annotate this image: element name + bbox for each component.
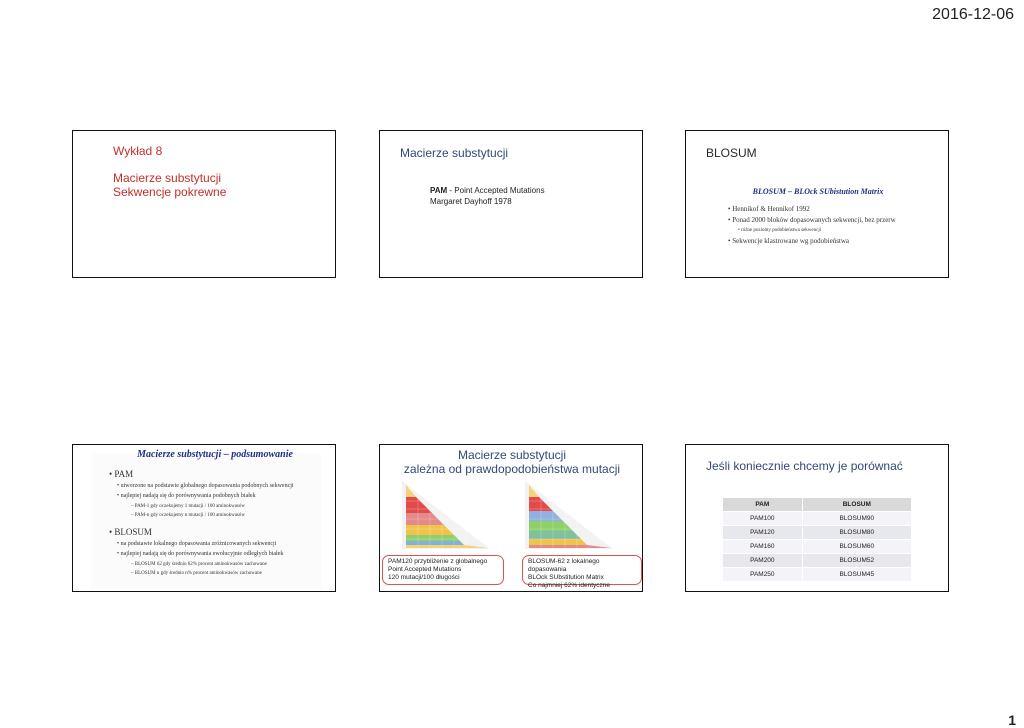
slide-3: [685, 130, 949, 278]
slide-2-title: Macierze substytucji: [400, 146, 509, 160]
slide-5: [379, 444, 643, 592]
table-cell: PAM250: [723, 568, 803, 582]
slide-4-pam-sub-2: – PAM-n gdy oczekujemy n mutacji / 100 aminokwasów: [131, 513, 245, 518]
slide-3-bullet-2: • Ponad 2000 bloków dopasowanych sekwencji, bez przerw: [728, 216, 896, 224]
table-cell: PAM160: [723, 540, 803, 554]
slide-6-title: Jeśli koniecznie chcemy je porównać: [706, 459, 903, 473]
slide-2: [379, 130, 643, 278]
slide-4-heading: Macierze substytucji – podsumowanie: [137, 449, 293, 460]
table-cell: BLOSUM60: [802, 540, 911, 554]
table-row: [723, 540, 912, 554]
table-cell: BLOSUM45: [802, 568, 911, 582]
slide-1: [72, 130, 336, 278]
pam120-matrix-image: [398, 479, 492, 551]
slide-1-line-1: Macierze substytucji: [113, 171, 222, 185]
slide-1-line-2: Sekwencje pokrewne: [113, 185, 227, 199]
slide-3-heading: BLOSUM – BLOck SUbistution Matrix: [752, 187, 884, 196]
pam-rest: - Point Accepted Mutations: [447, 186, 545, 195]
table-row: [723, 568, 912, 582]
table-cell: BLOSUM52: [802, 554, 911, 568]
slide-4-blosum-item-1: • na podstawie lokalnego dopasowania zróżnicowanych sekwencji: [117, 541, 277, 547]
blosum62-matrix-image: [521, 479, 615, 551]
table-header-blosum: BLOSUM: [802, 498, 911, 512]
table-header-row: [723, 498, 912, 512]
slide-5-title-1: Macierze substytucji: [457, 448, 567, 462]
slide-6: [685, 444, 949, 592]
slide-2-pam-line: [430, 186, 545, 196]
blosum62-caption: BLOSUM-62 z lokalnego dopasowania BLOck SUbstitution Matrix Co najmniej 62% identyczne: [522, 555, 642, 585]
pam-blosum-table: [722, 497, 912, 582]
table-row: [723, 512, 912, 526]
pam-bold: PAM: [430, 186, 448, 195]
table-cell: PAM200: [723, 554, 803, 568]
slide-1-title: Wykład 8: [113, 144, 163, 158]
slide-5-title-2: zależna od prawdopodobieństwa mutacji: [403, 462, 621, 476]
slide-3-bullet-3: • Sekwencje klastrowane wg podobieństwa: [728, 237, 850, 245]
slide-4-blosum-item-2: • najlepiej nadają się do porównywania ewolucyjnie odległych białek: [117, 551, 284, 557]
slide-4-blosum: • BLOSUM: [109, 527, 152, 537]
table-cell: PAM120: [723, 526, 803, 540]
table-row: [723, 554, 912, 568]
slide-3-title: BLOSUM: [706, 146, 757, 160]
page-number: 1: [1008, 712, 1016, 728]
pam120-caption: PAM120 przybliżenie z globalnego Point Accepted Mutations 120 mutacji/100 długości: [382, 555, 504, 585]
slide-4-pam: • PAM: [109, 469, 134, 479]
page-date: 2016-12-06: [932, 6, 1014, 23]
table-cell: BLOSUM80: [802, 526, 911, 540]
slide-4-pam-item-2: • najlepiej nadają się do porównywania podobnych białek: [117, 493, 256, 499]
table-cell: BLOSUM90: [802, 512, 911, 526]
table-row: [723, 526, 912, 540]
table-header-pam: PAM: [723, 498, 803, 512]
slide-4-blosum-sub-2: – BLOSUM n gdy średnio n% procent aminokwasów zachowane: [131, 571, 262, 576]
table-cell: PAM100: [723, 512, 803, 526]
slide-4-pam-sub-1: – PAM-1 gdy oczekujemy 1 mutacji / 100 aminokwasów: [131, 504, 245, 509]
slide-3-bullet-1: • Hennikof & Hennikof 1992: [728, 205, 810, 213]
slide-2-author: Margaret Dayhoff 1978: [430, 197, 512, 206]
slide-4: [72, 444, 336, 592]
slide-3-subbullet: • różne poziomy podobieństwa sekwencji: [738, 228, 822, 233]
slide-4-pam-item-1: • utworzone na podstawie globalnego dopasowania podobnych sekwencji: [117, 483, 294, 489]
slide-4-blosum-sub-1: – BLOSUM 62 gdy średnio 62% procent aminokwasów zachowane: [131, 562, 267, 567]
